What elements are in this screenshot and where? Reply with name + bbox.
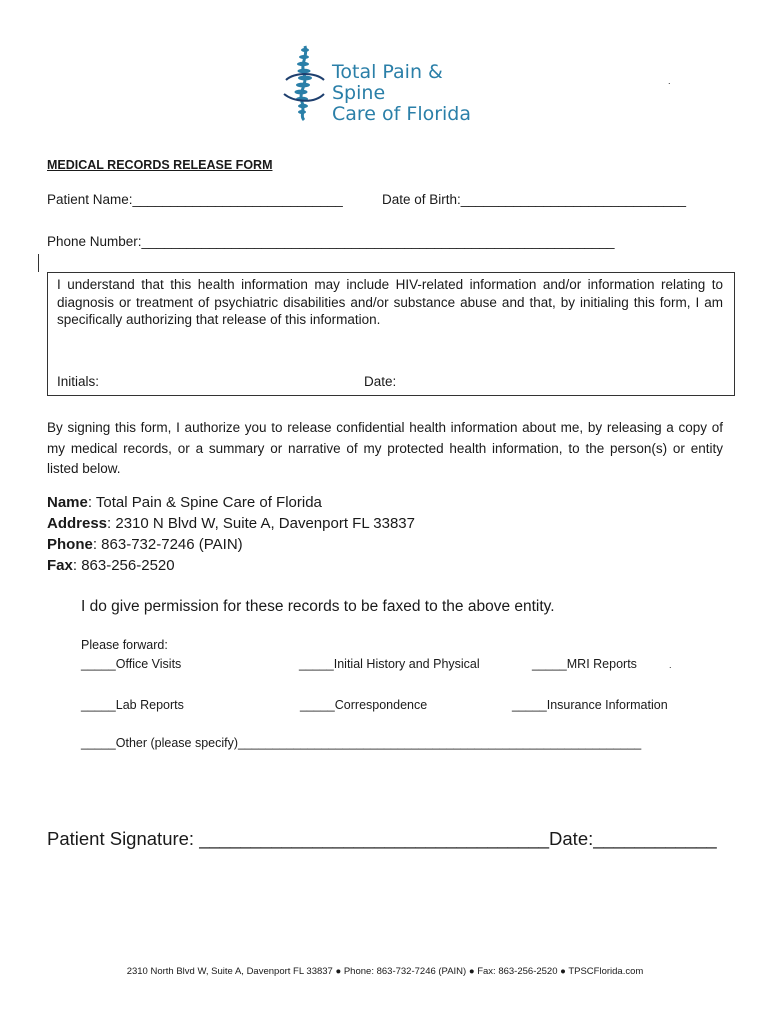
entity-name-label: Name [47,494,88,511]
footer-contact: 2310 North Blvd W, Suite A, Davenport FL 33837 ● Phone: 863-732-7246 (PAIN) ● Fax: 863-256-2520 ● TPSCFlorida.com [126,966,644,977]
entity-fax-row [47,555,415,576]
signature-date-field[interactable]: Date:____________ [549,828,717,849]
forward-correspondence[interactable]: _____Correspondence [300,698,428,712]
stray-mark: . [669,660,672,670]
entity-phone-label: Phone [47,536,93,553]
patient-signature-label: Patient Signature: __________________________________ [47,828,550,849]
forward-lab-reports[interactable]: _____Lab Reports [81,698,184,712]
entity-phone-value: : 863-732-7246 (PAIN) [92,536,243,553]
logo-line-1: Total Pain & Spine [332,61,443,104]
date-of-birth-field[interactable]: Date of Birth:______________________________ [382,192,687,207]
entity-name-row [47,492,415,513]
text-cursor [38,254,39,272]
forward-office-visits[interactable]: _____Office Visits [81,657,182,671]
company-logo [280,42,500,125]
forward-label: Please forward: [81,638,168,652]
authorization-paragraph: By signing this form, I authorize you to release confidential health information about me, by releasing a copy of my medical records, or a summary or narrative of my protected health information, to the person(s) or entity listed below. [47,420,723,476]
forward-initial-history[interactable]: _____Initial History and Physical [299,657,480,671]
entity-fax-value: : 863-256-2520 [72,557,175,574]
spine-icon [280,42,330,122]
sensitive-info-text: I understand that this health information may include HIV-related information and/or information relating to diagnosis or treatment of psychiatric disabilities and/or substance abuse and that, by initialing this form, I am specifically authorizing that release of this information. [57,277,723,327]
forward-insurance-information[interactable]: _____Insurance Information [512,698,668,712]
form-title: MEDICAL RECORDS RELEASE FORM [47,158,273,172]
sensitive-info-box [47,272,735,396]
logo-line-2: Care of Florida [332,103,472,125]
forward-other-specify[interactable]: _____Other (please specify)__________________________________________________________ [81,736,642,750]
initials-field[interactable]: Initials: [57,374,100,389]
patient-name-field[interactable]: Patient Name:____________________________ [47,192,343,207]
entity-fax-label: Fax [47,557,73,574]
phone-number-field[interactable]: Phone Number:_______________________________________________________________ [47,234,615,249]
entity-address-label: Address [47,515,108,532]
entity-address-row [47,513,415,534]
forward-mri-reports[interactable]: _____MRI Reports [532,657,637,671]
entity-name-value: : Total Pain & Spine Care of Florida [87,494,322,511]
logo-text [332,62,500,125]
stray-mark: . [668,76,671,86]
entity-phone-row [47,534,415,555]
entity-info [47,492,415,576]
fax-permission-statement: I do give permission for these records to be faxed to the above entity. [81,598,555,615]
patient-signature-field[interactable] [47,828,717,850]
box-date-field[interactable]: Date: [364,374,397,389]
entity-address-value: : 2310 N Blvd W, Suite A, Davenport FL 33837 [107,515,415,532]
